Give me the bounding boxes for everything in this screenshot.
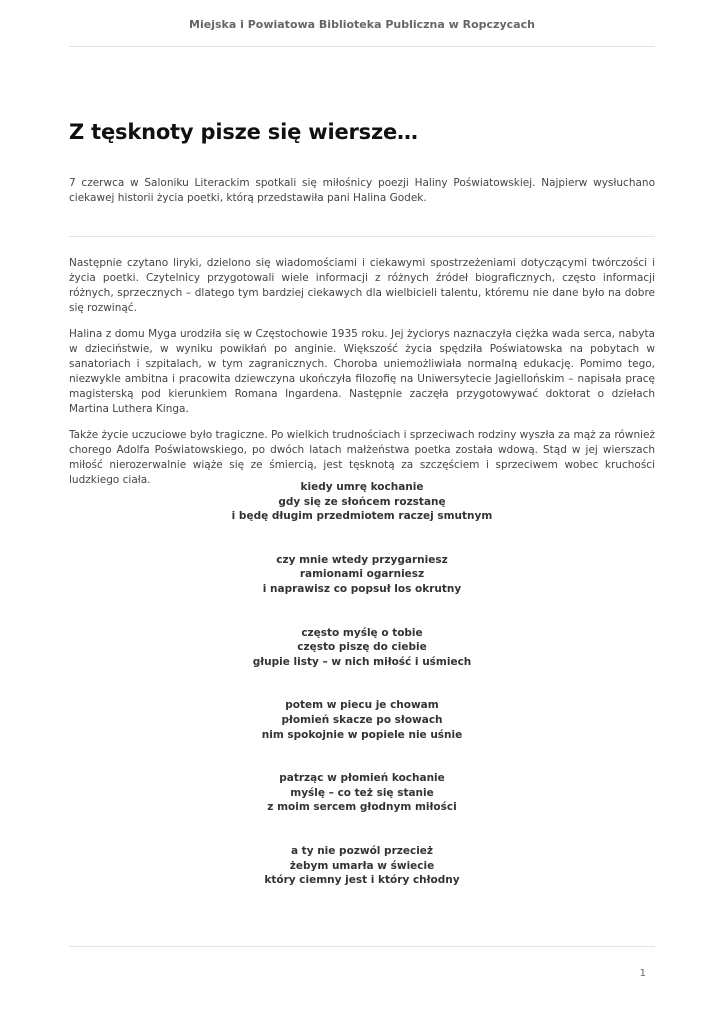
- page-number: 1: [639, 968, 646, 979]
- poem-line: żebym umarła w świecie: [289, 859, 435, 872]
- poem-line: i naprawisz co popsuł los okrutny: [262, 582, 462, 595]
- poem-line: który ciemny jest i który chłodny: [264, 874, 460, 887]
- poem-stanza: [69, 698, 655, 742]
- poem-line: z moim sercem głodnym miłości: [267, 801, 457, 814]
- poem-stanza: [69, 844, 655, 888]
- article-intro: 7 czerwca w Saloniku Literackim spotkali się miłośnicy poezji Haliny Poświatowskiej. Najpierw wysłuchano ciekawej historii życia poetki, którą przedstawiła pani Halina Godek.: [69, 177, 655, 204]
- poem-line: potem w piecu je chowam: [285, 699, 439, 712]
- paragraph: Halina z domu Myga urodziła się w Częstochowie 1935 roku. Jej życiorys naznaczyła ciężka wada serca, nabyta w dzieciństwie, w wyniku powikłań po anginie. Większość życia spędziła Poświatowska na pobytach w sanatoriach i szpitalach, w tym zagranicznych. Choroba uniemożliwiała normalną edukację. Pomimo tego, niezwykle ambitna i pracowita dziewczyna ukończyła filozofię na Uniwersytecie Jagiellońskim – napisała pracę magisterską pod kierunkiem Romana Ingardena. Następnie zaczęła przygotowywać doktorat o dziełach Martina Luthera Kinga.: [69, 328, 655, 415]
- poem-line: kiedy umrę kochanie: [300, 481, 424, 493]
- poem-line: myślę – co też się stanie: [290, 786, 434, 799]
- poem-line: czy mnie wtedy przygarniesz: [276, 553, 448, 566]
- article-title: Z tęsknoty pisze się wiersze…: [69, 120, 418, 144]
- poem-stanza: [69, 626, 655, 670]
- poem-line: płomień skacze po słowach: [281, 713, 443, 726]
- paragraph: Następnie czytano liryki, dzielono się wiadomościami i ciekawymi spostrzeżeniami dotyczącymi twórczości i życia poetki. Czytelnicy przygotowali wiele informacji z różnych źródeł biograficznych, często informacji różnych, sprzecznych – dlatego tym bardziej ciekawych dla wielbicieli talentu, któremu nie dane było na dobre się rozwinąć.: [69, 257, 655, 314]
- poem-stanza: [69, 771, 655, 815]
- poem-line: głupie listy – w nich miłość i uśmiech: [252, 655, 472, 668]
- poem-line: nim spokojnie w popiele nie uśnie: [261, 728, 463, 741]
- poem-line: ramionami ogarniesz: [299, 568, 425, 581]
- poem-stanza: [69, 553, 655, 597]
- header-divider: [69, 46, 655, 47]
- footer-divider: [69, 946, 655, 947]
- poem-line: gdy się ze słońcem rozstanę: [278, 495, 446, 508]
- library-header: Miejska i Powiatowa Biblioteka Publiczna w Ropczycach: [189, 18, 535, 31]
- intro-divider: [69, 236, 655, 237]
- paragraph: Także życie uczuciowe było tragiczne. Po wielkich trudnościach i sprzeciwach rodziny wyszła za mąż za również chorego Adolfa Poświatowskiego, po dwóch latach małżeństwa poetka została wdową. Stąd w jej wierszach miłość nierozerwalnie wiąże się ze śmiercią, jest tęsknotą za szczęściem i sprzeciwem wobec kruchości ludzkiego ciała.: [69, 429, 655, 486]
- article-body: [69, 256, 655, 499]
- poem-line: patrząc w płomień kochanie: [279, 772, 445, 785]
- poem-line: i będę długim przedmiotem raczej smutnym: [231, 510, 493, 523]
- poem-line: a ty nie pozwól przecież: [290, 844, 434, 857]
- poem-line: często piszę do ciebie: [297, 641, 427, 654]
- poem-stanza: [69, 480, 655, 524]
- poem-line: często myślę o tobie: [301, 626, 423, 639]
- poem: [69, 480, 655, 917]
